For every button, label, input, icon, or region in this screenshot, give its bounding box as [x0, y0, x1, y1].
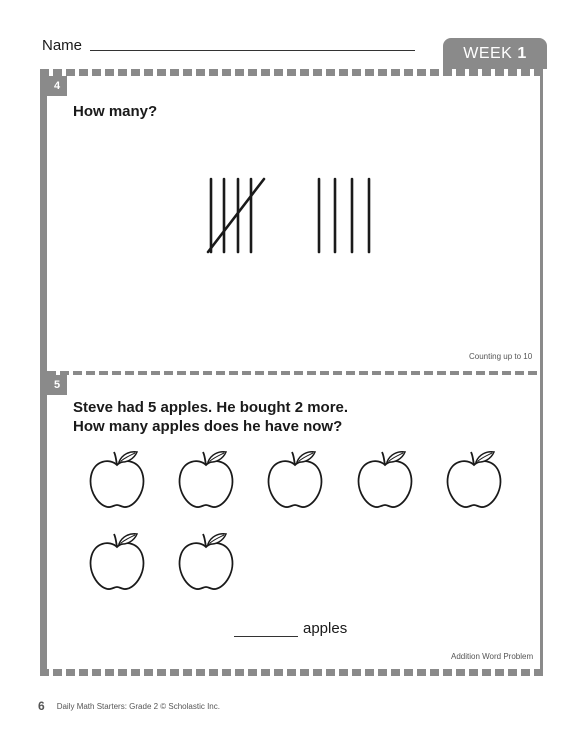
- name-label: Name: [42, 37, 83, 54]
- problem-5-question-line2: How many apples does he have now?: [73, 418, 343, 435]
- apple-icon: [175, 448, 237, 510]
- tally-slash-mark: [208, 179, 264, 252]
- problem-4-skill: Counting up to 10: [469, 352, 533, 361]
- week-label: WEEK: [463, 44, 513, 62]
- apple-icon: [264, 448, 326, 510]
- problem-5-number-badge: 5: [47, 375, 67, 395]
- apple-icon: [175, 530, 237, 592]
- problem-4-question: How many?: [73, 103, 158, 120]
- apple-icon: [443, 448, 505, 510]
- apple-icon: [86, 448, 148, 510]
- panel-divider: [47, 371, 540, 375]
- apple-icon: [86, 530, 148, 592]
- footer-credit: Daily Math Starters: Grade 2 © Scholastic Inc.: [56, 701, 220, 711]
- problem-5-skill: Addition Word Problem: [451, 652, 534, 661]
- answer-area: [234, 620, 347, 637]
- answer-blank[interactable]: [234, 622, 298, 637]
- tally-marks: [200, 176, 380, 256]
- week-tab: [443, 38, 547, 69]
- page-number: 6: [38, 699, 45, 713]
- apple-icon: [354, 448, 416, 510]
- problem-4-number-badge: 4: [47, 76, 67, 96]
- answer-unit: apples: [303, 620, 348, 637]
- name-field-line[interactable]: [90, 50, 415, 51]
- problem-5-question-line1: Steve had 5 apples. He bought 2 more.: [73, 399, 349, 416]
- page-footer: [38, 699, 220, 713]
- week-number: 1: [517, 44, 527, 62]
